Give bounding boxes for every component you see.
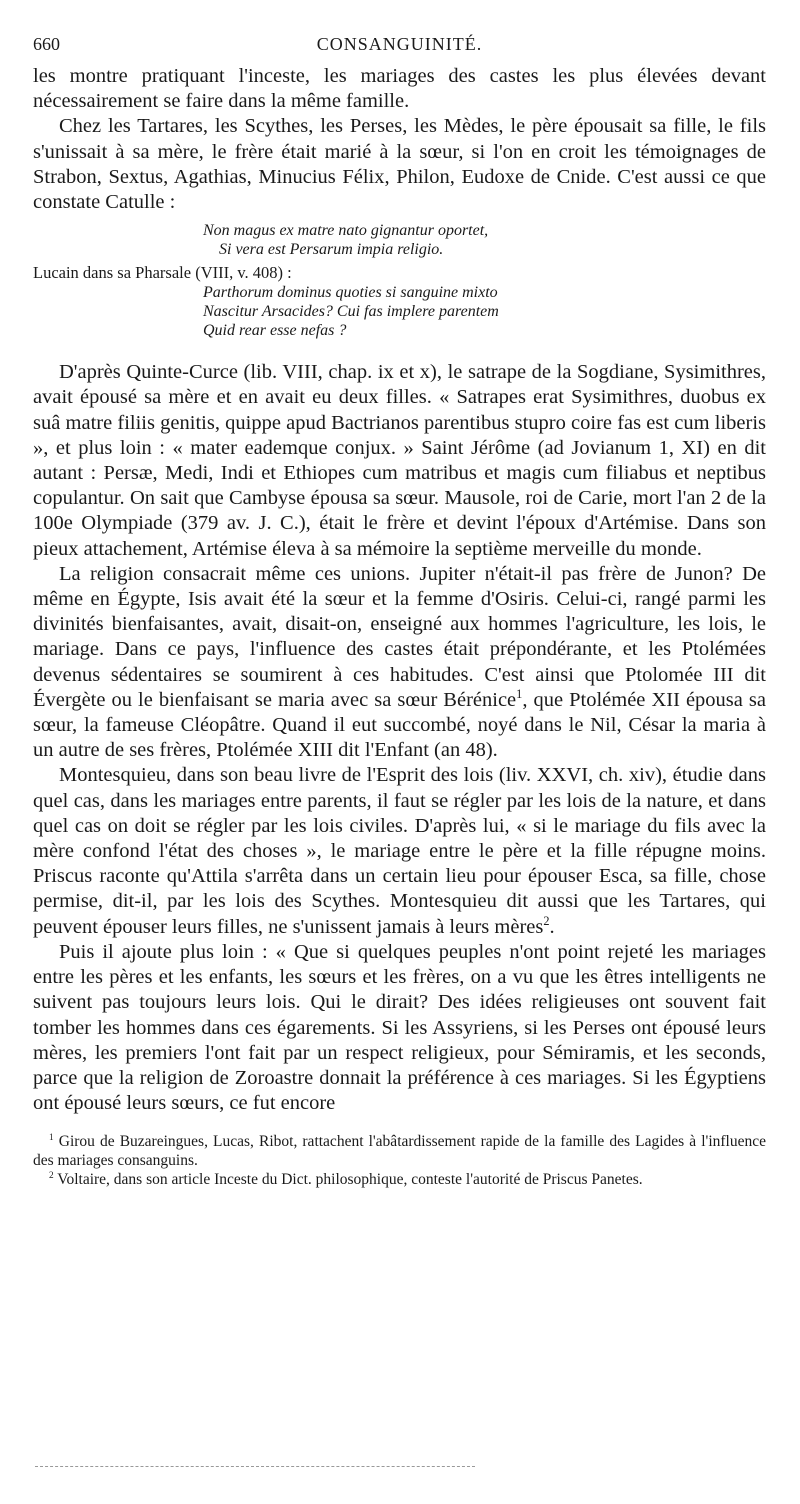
footnote-mark-2: 2 — [49, 1171, 54, 1182]
footnotes — [33, 1132, 766, 1189]
footnote-mark-1: 1 — [49, 1133, 54, 1144]
paragraph-2: Chez les Tartares, les Scythes, les Perses, les Mèdes, le père épousait sa fille, le fils s'unissait à sa mère, le frère était marié à la sœur, si l'on en croit les témoignages de Strabon, Sextus, Agathias, Minucius Félix, Philon, Eudoxe de Cnide. C'est aussi ce que constate Catulle : — [33, 115, 766, 214]
verse-line: Non magus ex matre nato gignantur oportet, — [203, 222, 489, 240]
paragraph-6: Puis il ajoute plus loin : « Que si quelques peuples n'ont point rejeté les mariages entre les pères et les enfants, les sœurs et les frères, on a vu que les êtres intelligents ne suivent pas toujours leurs lois. Qui le dirait? Des idées religieuses ont souvent fait tomber les hommes dans ces égarements. Si les Assyriens, si les Perses ont épousé leurs mères, les premiers l'ont fait par un respect religieux, pour Sémiramis, et les seconds, parce que la religion de Zoroastre donnait la préférence à ces mariages. Si les Égyptiens ont épousé leurs sœurs, ce fut encore — [33, 940, 766, 1115]
footnote-2-text: Voltaire, dans son article Inceste du Dict. philosophique, conteste l'autorité de Priscus Panetes. — [57, 1171, 643, 1189]
footnote-ref-1[interactable]: 1 — [516, 687, 523, 702]
footnote-2 — [33, 1170, 766, 1189]
paragraph-4 — [33, 562, 766, 764]
body-text — [33, 64, 766, 1116]
page-header — [33, 34, 766, 64]
footnote-1-text: Girou de Buzareingues, Lucas, Ribot, rattachent l'abâtardissement rapide de la famille des Lagides à l'influence des mariages consanguins. — [33, 1133, 767, 1170]
footnote-1 — [33, 1132, 766, 1170]
catullus-quote — [203, 221, 766, 259]
paragraph-5-end: . — [549, 915, 555, 938]
paragraph-4-text-cont: , que Ptolémée XII épousa sa sœur, la fameuse Cléopâtre. Quand il eut succombé, noyé dans le Nil, César la maria à un autre de ses frères, Ptolémée XIII dit l'Enfant (an 48). — [33, 688, 766, 762]
paragraph-4-text: La religion consacrait même ces unions. Jupiter n'était-il pas frère de Junon? De même en Égypte, Isis avait été la sœur et la femme d'Osiris. Celui-ci, rangé parmi les divinités bienfaisantes, avait, disait-on, enseigné aux hommes l'agriculture, les lois, le mariage. Dans ce pays, l'influence des castes était prépondérante, et les Ptolémées devenus sédentaires se soumirent à ces habitudes. C'est ainsi que Ptolomée III dit Évergète ou le bienfaisant se maria avec sa sœur Bérénice — [33, 562, 766, 711]
paragraph-3: D'après Quinte-Curce (lib. VIII, chap. ix et x), le satrape de la Sogdiane, Sysimithres, avait épousé sa mère et en avait eu deux filles. « Satrapes erat Sysimithres, duobus ex suâ matre filiis genitis, quippe apud Bactrianos parentibus stupro coire fas est cum liberis », et plus loin : « mater eademque conjux. » Saint Jérôme (ad Jovianum 1, XI) en dit autant : Persæ, Medi, Indi et Ethiopes cum matribus et magis cum filiabus et neptibus copulantur. On sait que Cambyse épousa sa sœur. Mausole, roi de Carie, mort l'an 2 de la 100e Olympiade (379 av. J. C.), était le frère et devint l'époux d'Artémise. Dans son pieux attachement, Artémise éleva à sa mémoire la septième merveille du monde. — [33, 361, 766, 560]
verse-line: Si vera est Persarum impia religio. — [219, 241, 444, 259]
paragraph-1: les montre pratiquant l'inceste, les mariages des castes les plus élevées devant nécessairement se faire dans la même famille. — [33, 65, 766, 113]
lucain-quote — [203, 283, 766, 340]
verse-line: Nascitur Arsacides? Cui fas implere parentem — [203, 303, 499, 321]
book-page — [33, 34, 766, 1189]
bottom-scan-artifact — [35, 1466, 475, 1467]
paragraph-5-text: Montesquieu, dans son beau livre de l'Esprit des lois (liv. XXVI, ch. xiv), étudie dans quel cas, dans les mariages entre parents, il faut se régler par les lois de la nature, et dans quel cas on doit se régler par les lois civiles. D'après lui, « si le mariage du fils avec la mère confond l'état des choses », le mariage entre le père et la fille répugne moins. Priscus raconte qu'Attila s'arrêta dans un certain lieu pour épouser Esca, sa fille, chose permise, dit-il, par les lois des Scythes. Montesquieu dit aussi que les Tartares, qui peuvent épouser leurs filles, ne s'unissent jamais à leurs mères — [33, 764, 766, 938]
running-title: CONSANGUINITÉ. — [316, 34, 483, 54]
verse-line: Quid rear esse nefas ? — [203, 322, 347, 340]
paragraph-5 — [33, 763, 766, 939]
page-number: 660 — [33, 34, 60, 54]
footnote-ref-2[interactable]: 2 — [543, 913, 550, 928]
verse-line: Parthorum dominus quoties si sanguine mixto — [203, 284, 498, 302]
lucain-intro: Lucain dans sa Pharsale (VIII, v. 408) : — [33, 263, 292, 283]
